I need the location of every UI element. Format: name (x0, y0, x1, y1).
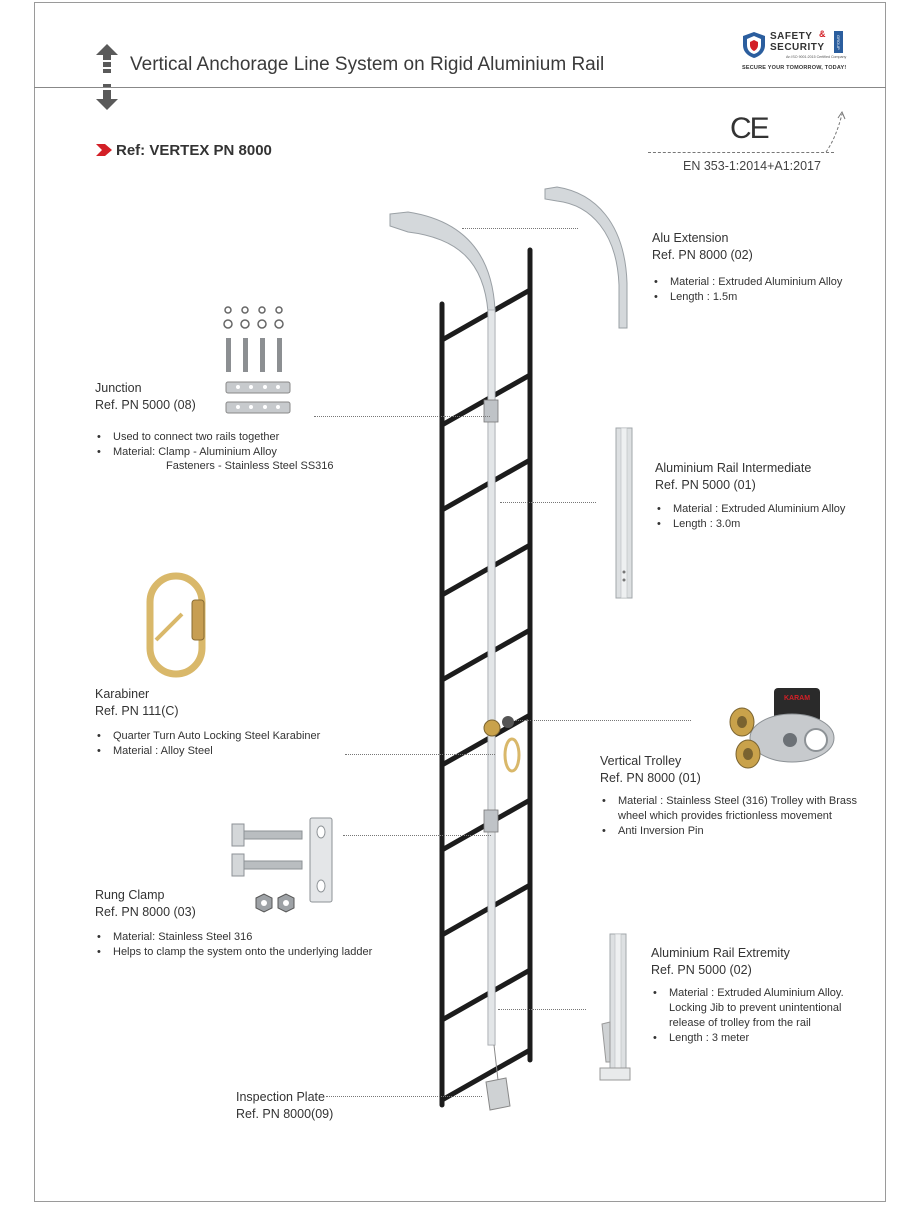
spec-item: • Helps to clamp the system onto the underlying ladder (93, 945, 372, 960)
spec-item-cont (649, 1016, 844, 1031)
spec-item: • Length : 3 meter (649, 1031, 844, 1046)
arrow-up-down-icon (94, 44, 120, 110)
rail-extremity-specs (649, 986, 844, 1046)
rail-intermediate-name: Aluminium Rail Intermediate (655, 461, 812, 475)
karabiner-image (142, 570, 212, 680)
logo-line2: SECURITY (770, 42, 825, 53)
spec-cont-text: Locking Jib to prevent unintentional (669, 1002, 842, 1014)
leader-karabiner (345, 754, 495, 755)
leader-rung-clamp (343, 835, 491, 836)
leader-junction (314, 416, 490, 417)
logo-line1: SAFETY (770, 31, 813, 42)
spec-item: • Material : Alloy Steel (93, 744, 320, 759)
spec-item: • Material : Stainless Steel (316) Trolley with Brass (598, 794, 857, 809)
rail-intermediate-ref: Ref. PN 5000 (01) (655, 478, 756, 492)
rail-extremity-name: Aluminium Rail Extremity (651, 946, 790, 960)
spec-item: • Length : 1.5m (650, 290, 842, 305)
junction-specs (93, 430, 279, 460)
inspection-plate-label (236, 1089, 333, 1123)
spec-item: • Used to connect two rails together (93, 430, 279, 445)
rail-intermediate-image (612, 426, 638, 602)
junction-label (95, 380, 196, 414)
spec-item-cont (598, 809, 857, 824)
karabiner-specs (93, 729, 320, 759)
spec-item-cont (649, 1001, 844, 1016)
alu-extension-ref: Ref. PN 8000 (02) (652, 248, 753, 262)
vertical-trolley-label (600, 753, 701, 787)
company-logo (742, 28, 852, 74)
leader-inspection-plate (326, 1096, 482, 1097)
leader-rail-extremity (498, 1009, 586, 1010)
spec-item: • Quarter Turn Auto Locking Steel Karabiner (93, 729, 320, 744)
ce-divider (648, 152, 834, 153)
karabiner-ref: Ref. PN 111(C) (95, 704, 179, 718)
trolley-brand: KARAM (783, 695, 811, 702)
junction-name: Junction (95, 381, 142, 395)
rung-clamp-image (226, 816, 344, 918)
rung-clamp-name: Rung Clamp (95, 888, 165, 902)
inspection-plate-name: Inspection Plate (236, 1090, 325, 1104)
rail-extremity-image (598, 930, 638, 1086)
logo-amp: & (819, 29, 826, 39)
alu-extension-label (652, 230, 753, 264)
spec-item: • Length : 3.0m (653, 517, 845, 532)
alu-extension-name: Alu Extension (652, 231, 729, 245)
dashed-arrow-icon (822, 108, 850, 154)
spec-item: • Anti Inversion Pin (598, 824, 857, 839)
spec-item: • Material: Stainless Steel 316 (93, 930, 372, 945)
spec-cont-text: release of trolley from the rail (669, 1017, 811, 1029)
rung-clamp-specs (93, 930, 372, 960)
rail-intermediate-label (655, 460, 811, 494)
header-divider (34, 87, 886, 88)
spec-item: • Material : Extruded Aluminium Alloy. (649, 986, 844, 1001)
leader-alu-extension (462, 228, 578, 229)
alu-extension-image (543, 183, 633, 333)
page-title: Vertical Anchorage Line System on Rigid Aluminium Rail (130, 54, 605, 75)
rail-intermediate-specs (653, 502, 845, 532)
rung-clamp-ref: Ref. PN 8000 (03) (95, 905, 196, 919)
product-ref: Ref: VERTEX PN 8000 (116, 142, 272, 159)
junction-spec-cont: Fasteners - Stainless Steel SS316 (166, 460, 334, 472)
vertical-trolley-ref: Ref. PN 8000 (01) (600, 771, 701, 785)
junction-ref: Ref. PN 5000 (08) (95, 398, 196, 412)
logo-side: GROUP (834, 31, 843, 53)
rail-extremity-ref: Ref. PN 5000 (02) (651, 963, 752, 977)
shield-icon (742, 31, 766, 59)
red-chevron-icon (96, 144, 112, 156)
vertical-trolley-specs (598, 794, 857, 839)
vertical-trolley-image (720, 684, 840, 776)
rung-clamp-label (95, 887, 196, 921)
junction-image (218, 304, 298, 416)
spec-item: • Material : Extruded Aluminium Alloy (650, 275, 842, 290)
ladder-illustration (380, 200, 550, 1115)
vertical-trolley-name: Vertical Trolley (600, 754, 682, 768)
spec-item: • Material : Extruded Aluminium Alloy (653, 502, 845, 517)
spec-item: • Material: Clamp - Aluminium Alloy (93, 445, 279, 460)
rail-extremity-label (651, 945, 790, 979)
logo-tagline: SECURE YOUR TOMORROW, TODAY! (742, 65, 847, 71)
standard-text: EN 353-1:2014+A1:2017 (683, 159, 821, 173)
leader-trolley (515, 720, 691, 721)
ce-mark: CE (730, 112, 768, 145)
logo-cert: An ISO 9001:2015 Certified Company (786, 55, 847, 59)
karabiner-label (95, 686, 179, 720)
karabiner-name: Karabiner (95, 687, 150, 701)
alu-extension-specs (650, 275, 842, 305)
spec-cont-text: wheel which provides frictionless movement (618, 810, 832, 822)
inspection-plate-ref: Ref. PN 8000(09) (236, 1107, 334, 1121)
leader-rail-intermediate (500, 502, 596, 503)
